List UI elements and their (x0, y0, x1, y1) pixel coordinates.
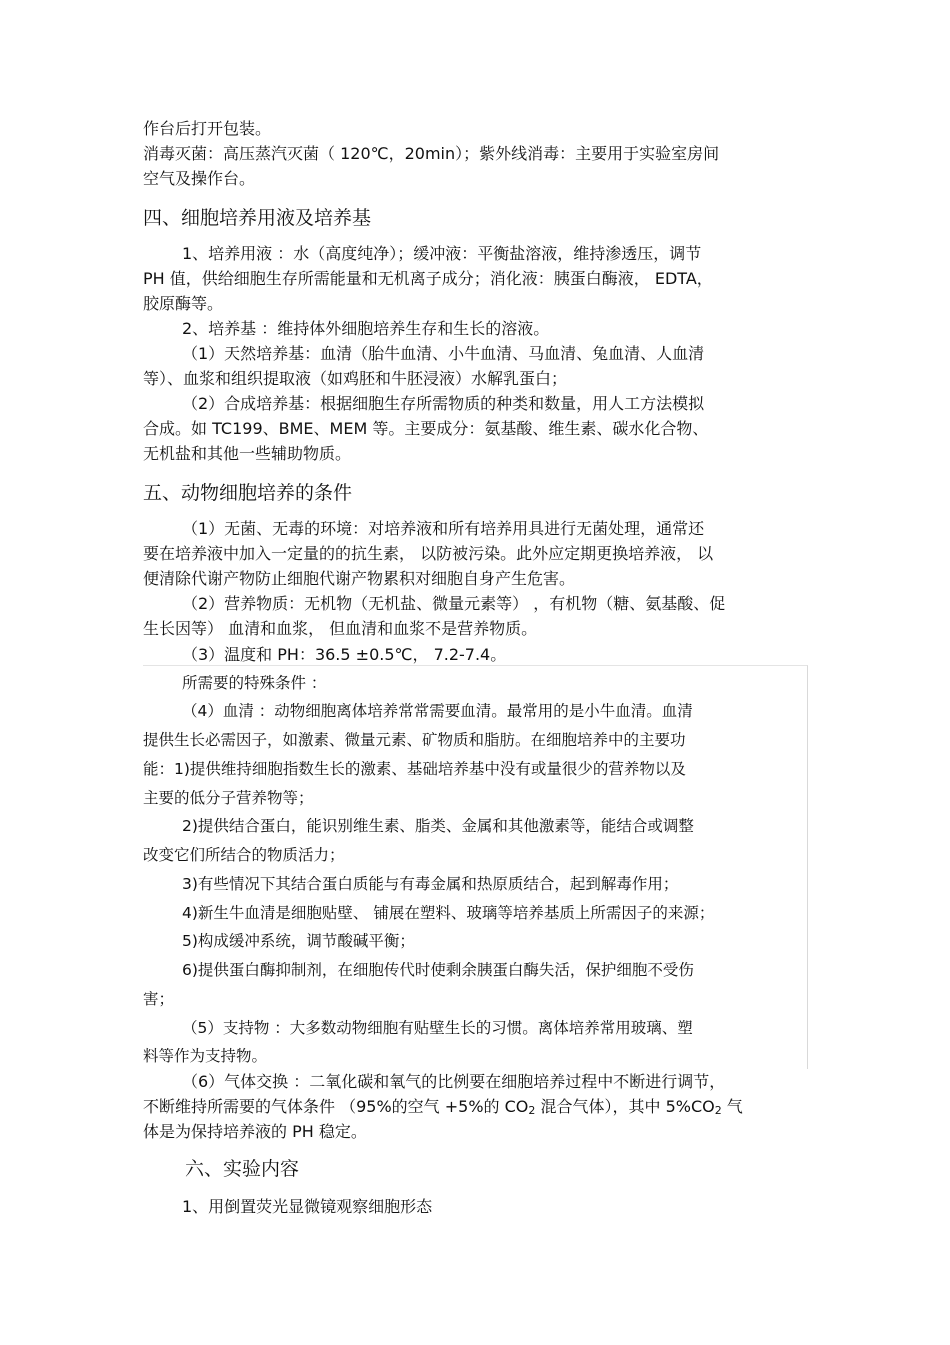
text-line: 主要的低分子营养物等； (143, 789, 314, 807)
text-segment: 不断维持所需要的气体条件 （95%的空气 +5%的 CO (143, 1097, 529, 1116)
section-heading-4: 四、细胞培养用液及培养基 (143, 207, 372, 229)
text-line: 2)提供结合蛋白，能识别维生素、脂类、金属和其他激素等，能结合或调整 (182, 817, 694, 835)
text-line: 能：1)提供维持细胞指数生长的激素、基础培养基中没有或量很少的营养物以及 (143, 760, 686, 778)
text-line: 1、培养用液 ：水（高度纯净）；缓冲液：平衡盐溶液，维持渗透压，调节 (182, 244, 702, 263)
section-heading-6: 六、实验内容 (185, 1158, 300, 1180)
text-line-co2 (143, 1096, 743, 1122)
text-segment: 气 (721, 1097, 743, 1116)
text-line: 害； (143, 990, 175, 1008)
text-line: （4）血清 ：动物细胞离体培养常常需要血清。最常用的是小牛血清。血清 (182, 702, 693, 720)
text-line: 体是为保持培养液的 PH 稳定。 (143, 1122, 367, 1141)
text-line: 4)新生牛血清是细胞贴壁、 铺展在塑料、玻璃等培养基质上所需因子的来源； (182, 904, 715, 922)
quoted-text-frame (143, 665, 808, 1069)
text-segment: 混合气体），其中 5%CO (535, 1097, 715, 1116)
text-line: （6）气体交换 ：二氧化碳和氧气的比例要在细胞培养过程中不断进行调节， (182, 1072, 726, 1091)
text-line: 提供生长必需因子，如激素、微量元素、矿物质和脂肪。在细胞培养中的主要功 (143, 731, 686, 749)
text-line: PH 值，供给细胞生存所需能量和无机离子成分；消化液：胰蛋白酶液， EDTA， (143, 269, 713, 288)
text-line: （3）温度和 PH：36.5 ±0.5℃， 7.2-7.4。 (182, 645, 507, 664)
text-line: （2）合成培养基：根据细胞生存所需物质的种类和数量，用人工方法模拟 (182, 394, 705, 413)
text-line: 改变它们所结合的物质活力； (143, 846, 345, 864)
text-line: 作台后打开包装。 (143, 119, 272, 138)
text-line: 生长因等） 血清和血浆， 但血清和血浆不是营养物质。 (143, 619, 538, 638)
text-line: 6)提供蛋白酶抑制剂，在细胞传代时使剩余胰蛋白酶失活，保护细胞不受伤 (182, 961, 694, 979)
text-line: 消毒灭菌：高压蒸汽灭菌（ 120℃，20min）；紫外线消毒：主要用于实验室房间 (143, 144, 720, 163)
text-line: （5）支持物 ：大多数动物细胞有贴壁生长的习惯。离体培养常用玻璃、塑 (182, 1019, 693, 1037)
section-heading-5: 五、动物细胞培养的条件 (143, 482, 353, 504)
text-line: 胶原酶等。 (143, 294, 224, 313)
text-line: 等）、血浆和组织提取液（如鸡胚和牛胚浸液）水解乳蛋白； (143, 369, 568, 388)
text-line: 所需要的特殊条件 ： (182, 674, 327, 692)
text-line: 合成。如 TC199、BME、MEM 等。主要成分：氨基酸、维生素、碳水化合物、 (143, 419, 709, 438)
text-line: 无机盐和其他一些辅助物质。 (143, 444, 352, 463)
text-line: 空气及操作台。 (143, 169, 256, 188)
text-line: （1）无菌、无毒的环境：对培养液和所有培养用具进行无菌处理，通常还 (182, 519, 705, 538)
subscript: 2 (528, 1104, 536, 1117)
text-line: 2、培养基 ：维持体外细胞培养生存和生长的溶液。 (182, 319, 550, 338)
text-line: 1、用倒置荧光显微镜观察细胞形态 (182, 1197, 433, 1216)
text-line: 要在培养液中加入一定量的的抗生素， 以防被污染。此外应定期更换培养液， 以 (143, 544, 714, 563)
subscript: 2 (714, 1104, 722, 1117)
text-line: 3)有些情况下其结合蛋白质能与有毒金属和热原质结合，起到解毒作用； (182, 875, 679, 893)
text-line: 5)构成缓冲系统，调节酸碱平衡； (182, 932, 415, 950)
text-line: （1）天然培养基：血清（胎牛血清、小牛血清、马血清、兔血清、人血清 (182, 344, 705, 363)
text-line: 便清除代谢产物防止细胞代谢产物累积对细胞自身产生危害。 (143, 569, 576, 588)
text-line: （2）营养物质：无机物（无机盐、微量元素等） ，有机物（糖、氨基酸、促 (182, 594, 726, 613)
text-line: 料等作为支持物。 (143, 1047, 268, 1065)
